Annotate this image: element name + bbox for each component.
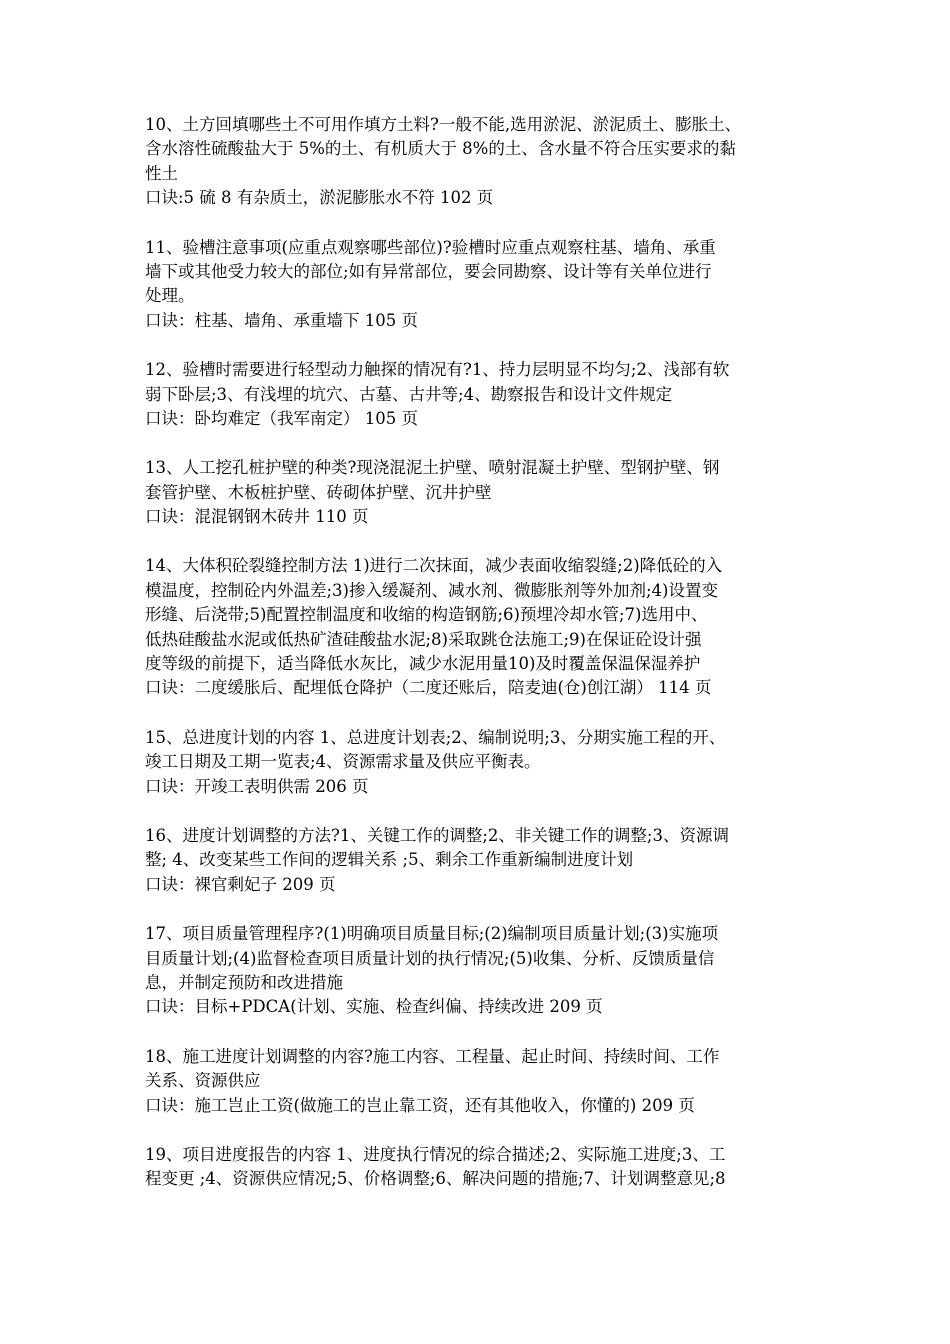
text-line: 14、大体积砼裂缝控制方法 1)进行二次抹面，减少表面收缩裂缝;2)降低砼的入: [145, 556, 723, 576]
question-12: [145, 358, 810, 431]
text-line: 整; 4、改变某些工作间的逻辑关系 ;5、剩余工作重新编制进度计划: [145, 850, 634, 870]
text-line: 处理。: [145, 286, 195, 306]
mnemonic-line: 口诀：混混钢钢木砖井 110 页: [145, 507, 369, 527]
question-16: [145, 824, 810, 897]
text-line: 18、施工进度计划调整的内容?施工内容、工程量、起止时间、持续时间、工作: [145, 1046, 720, 1066]
text-line: 15、总进度计划的内容 1、总进度计划表;2、编制说明;3、分期实施工程的开、: [145, 727, 726, 747]
mnemonic-line: 口诀：卧均难定（我军南定） 105 页: [145, 408, 418, 428]
text-line: 19、项目进度报告的内容 1、进度执行情况的综合描述;2、实际施工进度;3、工: [145, 1144, 726, 1164]
text-line: 关系、资源供应: [145, 1071, 261, 1091]
text-line: 形缝、后浇带;5)配置控制温度和收缩的构造钢筋;6)预埋冷却水管;7)选用中、: [145, 605, 708, 625]
text-line: 11、验槽注意事项(应重点观察哪些部位)?验槽时应重点观察柱基、墙角、承重: [145, 237, 716, 257]
question-15: [145, 726, 810, 799]
text-line: 套管护壁、木板桩护壁、砖砌体护壁、沉井护壁: [145, 482, 492, 502]
text-line: 程变更 ;4、资源供应情况;5、价格调整;6、解决问题的措施;7、计划调整意见;8: [145, 1169, 726, 1189]
mnemonic-line: 口诀：裸官剩妃子 209 页: [145, 874, 336, 894]
question-10: [145, 113, 810, 211]
text-line: 13、人工挖孔桩护壁的种类?现浇混泥土护壁、喷射混凝土护壁、型钢护壁、钢: [145, 458, 720, 478]
text-line: 10、土方回填哪些土不可用作填方土料?一般不能,选用淤泥、淤泥质土、膨胀土、: [145, 115, 742, 134]
text-line: 息，并制定预防和改进措施: [145, 972, 343, 992]
mnemonic-line: 口诀：二度缓胀后、配埋低仓降护（二度还账后，陪麦迪(仓)创江湖） 114 页: [145, 678, 712, 698]
text-line: 度等级的前提下，适当降低水灰比，减少水泥用量10)及时覆盖保温保湿养护: [145, 654, 701, 674]
text-line: 竣工日期及工期一览表;4、资源需求量及供应平衡表。: [145, 752, 541, 772]
question-18: [145, 1045, 810, 1118]
text-line: 16、进度计划调整的方法?1、关键工作的调整;2、非关键工作的调整;3、资源调: [145, 825, 729, 845]
mnemonic-line: 口诀：开竣工表明供需 206 页: [145, 776, 369, 796]
text-line: 性土: [145, 163, 178, 183]
question-19: [145, 1143, 810, 1192]
question-13: [145, 456, 810, 529]
mnemonic-line: 口诀:5 硫 8 有杂质土，淤泥膨胀水不符 102 页: [145, 188, 494, 208]
text-line: 含水溶性硫酸盐大于 5%的土、有机质大于 8%的土、含水量不符合压实要求的黏: [145, 139, 736, 159]
text-line: 目质量计划;(4)监督检查项目质量计划的执行情况;(5)收集、分析、反馈质量信: [145, 948, 715, 968]
text-line: 弱下卧层;3、有浅埋的坑穴、古墓、古井等;4、勘察报告和设计文件规定: [145, 384, 673, 404]
question-17: [145, 922, 810, 1020]
mnemonic-line: 口诀：施工岂止工资(做施工的岂止靠工资，还有其他收入，你懂的) 209 页: [145, 1095, 695, 1115]
text-line: 墙下或其他受力较大的部位;如有异常部位，要会同勘察、设计等有关单位进行: [145, 261, 712, 281]
mnemonic-line: 口诀：目标+PDCA(计划、实施、检查纠偏、持续改进 209 页: [145, 997, 603, 1017]
text-line: 17、项目质量管理程序?(1)明确项目质量目标;(2)编制项目质量计划;(3)实施项: [145, 924, 719, 944]
text-line: 模温度，控制砼内外温差;3)掺入缓凝剂、减水剂、微膨胀剂等外加剂;4)设置变: [145, 580, 718, 600]
question-14: [145, 554, 810, 700]
document-page: [145, 113, 810, 1217]
text-line: 低热硅酸盐水泥或低热矿渣硅酸盐水泥;8)采取跳仓法施工;9)在保证砼设计强: [145, 629, 702, 649]
text-line: 12、验槽时需要进行轻型动力触探的情况有?1、持力层明显不均匀;2、浅部有软: [145, 360, 730, 380]
mnemonic-line: 口诀：柱基、墙角、承重墙下 105 页: [145, 310, 418, 330]
question-11: [145, 236, 810, 334]
